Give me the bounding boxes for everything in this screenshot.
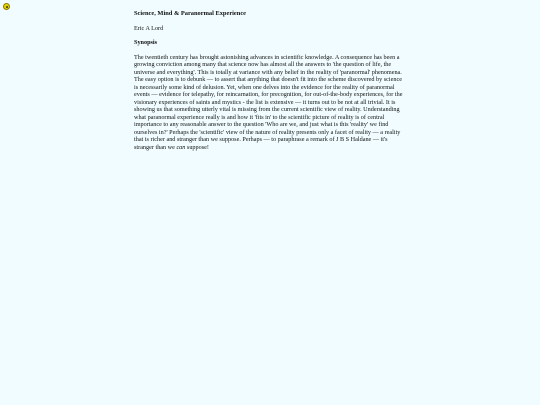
synopsis-emphasis: can [176, 143, 186, 151]
synopsis-text: The twentieth century has brought astonishing advances in scientific knowledge. A consequence has been a growing conviction among many that science now has almost all the answers to 'the question of life, the universe and everything'. This is totally at variance with any belief in the reality of 'paranormal' phenomena. The easy option is to debunk — to assert that anything that doesn't fit into the scheme discovered by science is necessarily some kind of delusion. Yet, when one delves into the evidence for the reality of paranormal events — evidence for telepathy, for reincarnation, for precognition, for out-of-the-body experiences, for the visionary experiences of saints and mystics - the list is extensive — it turns out to be not at all trivial. It is showing us that something utterly vital is missing from the current scientific view of reality. Understanding what paranormal experience really is and how it 'fits in' to the scientific picture of reality is of central importance to any reasonable answer to the question 'Who are we, and just what is this 'reality' we find ourselves in?' Perhaps the 'scientific' view of the nature of reality presents only a facet of reality — a reality that is richer and stranger than we suppose. Perhaps — to paraphrase a remark of J B S Haldane — it's stranger than we [134, 53, 403, 151]
section-heading: Synopsis [134, 39, 158, 46]
document-body [134, 10, 406, 151]
synopsis-text-end: suppose! [185, 143, 209, 151]
synopsis-paragraph [134, 54, 406, 152]
page-title: Science, Mind & Paranormal Experience [134, 10, 246, 17]
yellow-circle-icon [3, 3, 10, 10]
author-name: Eric A Lord [134, 24, 164, 32]
